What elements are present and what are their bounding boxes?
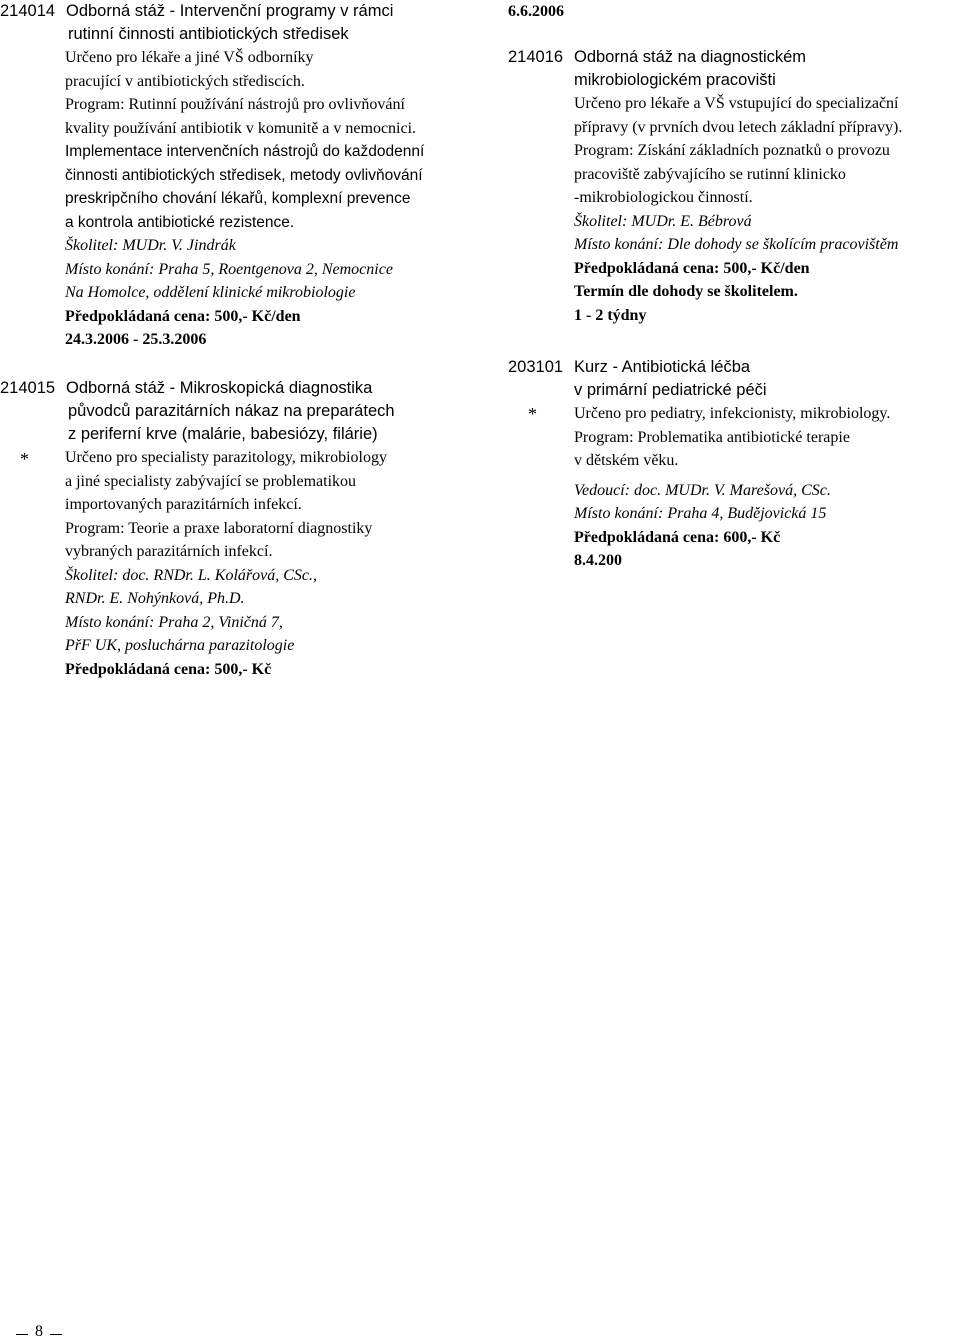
course-title (574, 46, 806, 69)
asterisk-marker: * (20, 449, 29, 469)
leader: Vedoucí: doc. MUDr. V. Marešová, CSc. (574, 481, 831, 499)
course-203101 (508, 356, 960, 573)
course-title-continued: mikrobiologickém pracovišti (574, 71, 776, 89)
course-title-line: z periferní krve (malárie, babesiózy, filárie) (68, 425, 378, 443)
program-line: v dětském věku. (574, 452, 679, 469)
course-header (508, 46, 960, 69)
course-214014 (0, 0, 424, 352)
course-214015 (0, 377, 395, 681)
term: Termín dle dohody se školitelem. (574, 283, 798, 300)
course-title-line: Kurz - Antibiotická léčba (574, 358, 751, 376)
target-line: importovaných parazitárních infekcí. (65, 496, 302, 513)
lecturer: Školitel: MUDr. E. Bébrová (574, 212, 752, 230)
course-body (508, 402, 960, 573)
course-title-line: Odborná stáž - Mikroskopická diagnostika (66, 379, 373, 397)
target-line: pracující v antibiotických střediscích. (65, 72, 305, 90)
program-detail-line: Implementace intervenčních nástrojů do každodenní (65, 143, 425, 160)
venue: Místo konání: Praha 4, Budějovická 15 (574, 505, 827, 522)
venue: Místo konání: Dle dohody se školícím pracovištěm (574, 236, 899, 253)
target-line: Určeno pro pediatry, infekcionisty, mikrobiology. (574, 405, 891, 422)
course-header (0, 0, 424, 46)
duration: 1 - 2 týdny (574, 306, 647, 324)
course-code: 214016 (508, 48, 564, 66)
course-code: 203101 (508, 358, 564, 376)
course-body (508, 92, 960, 327)
page-number-dash-right (50, 1334, 62, 1335)
program-line: Program: Rutinní používání nástrojů pro ovlivňování (65, 96, 405, 113)
program-line: pracoviště zabývajícího se rutinní klinicko (574, 165, 846, 183)
price: Předpokládaná cena: 500,- Kč (65, 660, 272, 678)
date: 8.4.200 (574, 552, 622, 569)
course-title-line: rutinní činnosti antibiotických středisek (68, 25, 349, 43)
course-header (508, 356, 960, 379)
price: Předpokládaná cena: 500,- Kč/den (65, 307, 301, 325)
page-number-value: 8 (35, 1323, 43, 1340)
lecturer: Školitel: MUDr. V. Jindrák (65, 237, 236, 254)
target-line: a jiné specialisty zabývající se problematikou (65, 472, 357, 490)
program-detail-line: a kontrola antibiotické rezistence. (65, 213, 295, 231)
target-line: Určeno pro lékaře a jiné VŠ odborníky (65, 49, 314, 66)
course-title-line: původců parazitárních nákaz na preparátech (68, 402, 395, 420)
course-body (0, 46, 424, 352)
venue-line: Místo konání: Praha 2, Viničná 7, (65, 613, 283, 631)
price: Předpokládaná cena: 500,- Kč/den (574, 259, 810, 277)
course-214016 (508, 46, 960, 327)
course-body (0, 446, 395, 681)
program-line: kvality používání antibiotik v komunitě a v nemocnici. (65, 119, 417, 137)
venue-line: Místo konání: Praha 5, Roentgenova 2, Nemocnice (65, 260, 393, 278)
program-line: Program: Problematika antibiotické terapie (574, 428, 850, 446)
lecturer-line: Školitel: doc. RNDr. L. Kolářová, CSc., (65, 566, 317, 584)
program-detail-line: preskripčního chování lékařů, komplexní prevence (65, 190, 411, 207)
venue-line: PřF UK, posluchárna parazitologie (65, 637, 295, 654)
program-detail-line: činnosti antibiotických středisek, metody ovlivňování (65, 166, 423, 184)
target-line: přípravy (v prvních dvou letech základní přípravy). (574, 118, 903, 136)
date: 24.3.2006 - 25.3.2006 (65, 331, 207, 348)
course-title-line: Odborná stáž na diagnostickém (574, 48, 807, 66)
course-header (0, 377, 395, 446)
program-line: -mikrobiologickou činností. (574, 189, 753, 206)
course-title (66, 0, 393, 46)
asterisk-marker: * (528, 404, 537, 424)
course-title (574, 356, 750, 379)
target-line: Určeno pro lékaře a VŠ vstupující do specializační (574, 95, 899, 112)
course-title-line: Odborná stáž - Intervenční programy v rámci (66, 2, 394, 20)
course-code: 214015 (0, 379, 56, 397)
page-number-dash-left (16, 1334, 28, 1335)
lecturer-line: RNDr. E. Nohýnková, Ph.D. (65, 590, 245, 607)
price: Předpokládaná cena: 600,- Kč (574, 528, 781, 546)
program-line: vybraných parazitárních infekcí. (65, 543, 273, 560)
date-continued: 6.6.2006 (508, 3, 564, 20)
page-number (16, 1322, 62, 1342)
program-line: Program: Teorie a praxe laboratorní diagnostiky (65, 519, 373, 537)
course-title-continued: v primární pediatrické péči (574, 381, 767, 399)
venue-line: Na Homolce, oddělení klinické mikrobiologie (65, 284, 356, 301)
course-title (66, 377, 395, 446)
target-line: Určeno pro specialisty parazitology, mikrobiology (65, 449, 387, 466)
course-code: 214014 (0, 2, 56, 20)
program-line: Program: Získání základních poznatků o provozu (574, 142, 890, 159)
